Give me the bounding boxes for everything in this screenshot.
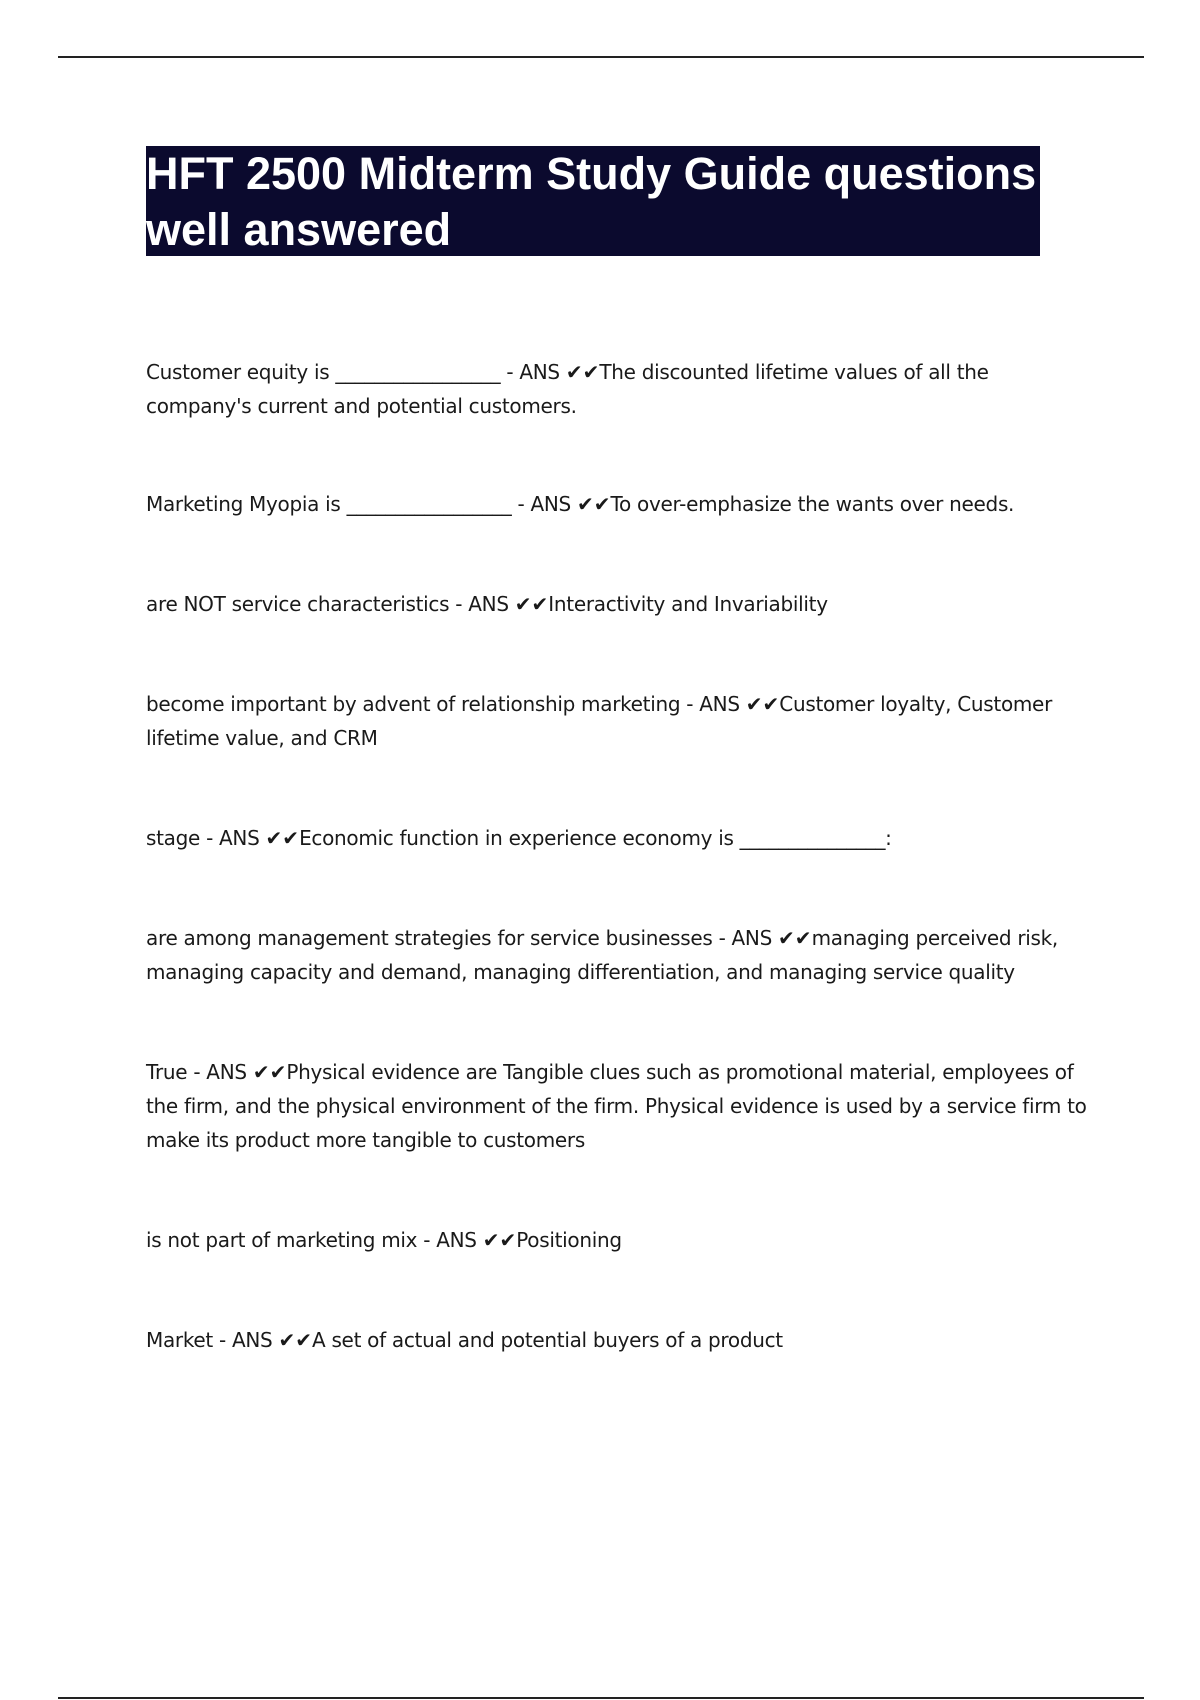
qa-item [146, 821, 1096, 855]
qa-question: Marketing Myopia is _________________ - ANS [146, 492, 577, 516]
qa-answer: A set of actual and potential buyers of a product [312, 1328, 783, 1352]
checkmark-icon: ✔✔ [565, 360, 600, 384]
checkmark-icon: ✔✔ [482, 1228, 517, 1252]
title-banner [146, 146, 1040, 256]
qa-answer: Physical evidence are Tangible clues such as promotional material, employees of the firm, and the physical environment of the firm. Physical evidence is used by a service firm to make its product more tangible to customers [146, 1060, 1087, 1152]
qa-answer: managing perceived risk, managing capacity and demand, managing differentiation, and managing service quality [146, 926, 1058, 984]
qa-answer: Economic function in experience economy is _______________: [299, 826, 892, 850]
qa-question: stage - ANS [146, 826, 266, 850]
qa-answer: The discounted lifetime values of all the company's current and potential customers. [146, 360, 989, 418]
qa-answer: Positioning [516, 1228, 622, 1252]
qa-question: are NOT service characteristics - ANS [146, 592, 515, 616]
checkmark-icon: ✔✔ [745, 692, 780, 716]
checkmark-icon: ✔✔ [514, 592, 549, 616]
qa-item [146, 1223, 1096, 1257]
document-title: HFT 2500 Midterm Study Guide questions well answered [146, 148, 1037, 255]
checkmark-icon: ✔✔ [252, 1060, 287, 1084]
qa-item [146, 921, 1096, 989]
qa-question: become important by advent of relationship marketing - ANS [146, 692, 746, 716]
qa-item [146, 587, 1096, 621]
qa-item [146, 487, 1096, 521]
qa-question: Market - ANS [146, 1328, 279, 1352]
qa-question: is not part of marketing mix - ANS [146, 1228, 483, 1252]
qa-item [146, 1323, 1096, 1357]
checkmark-icon: ✔✔ [278, 1328, 312, 1352]
qa-item [146, 1055, 1096, 1157]
qa-list [146, 355, 1096, 1357]
checkmark-icon: ✔✔ [577, 492, 611, 516]
qa-answer: Interactivity and Invariability [548, 592, 828, 616]
qa-question: Customer equity is _________________ - ANS [146, 360, 566, 384]
qa-question: are among management strategies for service businesses - ANS [146, 926, 779, 950]
qa-answer: Customer loyalty, Customer lifetime value, and CRM [146, 692, 1052, 750]
checkmark-icon: ✔✔ [265, 826, 300, 850]
header-rule [58, 56, 1144, 58]
qa-item [146, 687, 1096, 755]
qa-question: True - ANS [146, 1060, 253, 1084]
qa-answer: To over-emphasize the wants over needs. [610, 492, 1015, 516]
footer-rule [58, 1697, 1144, 1699]
checkmark-icon: ✔✔ [778, 926, 812, 950]
qa-item [146, 355, 1096, 423]
